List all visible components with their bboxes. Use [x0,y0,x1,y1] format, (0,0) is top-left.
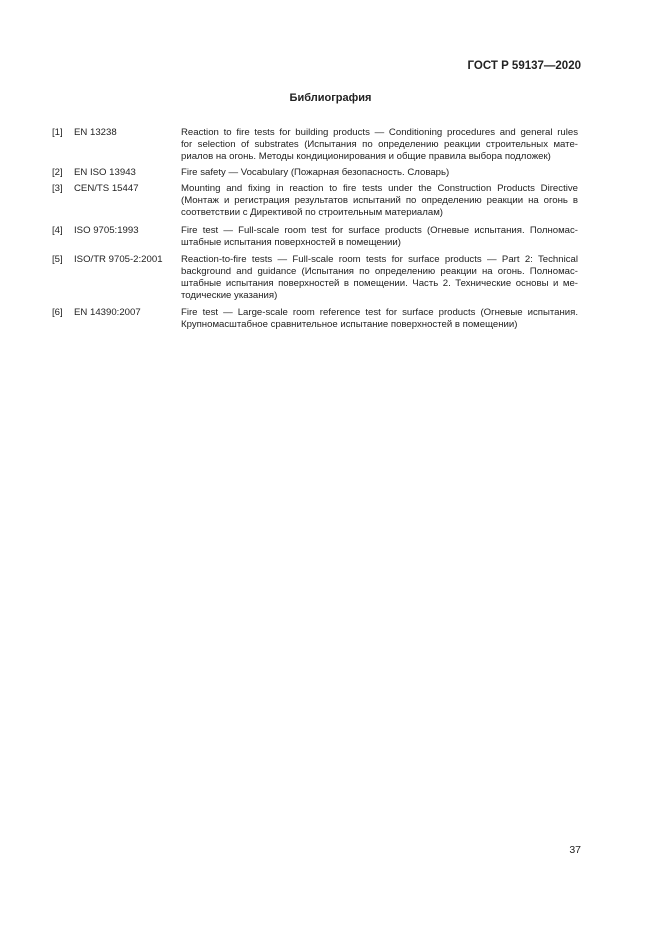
entry-text-line: Fire test — Full-scale room test for surface products (Огневые испытания. Полномас- [181,225,578,236]
page-number: 37 [569,844,581,856]
entry-text [181,183,578,219]
entry-number: [3] [52,183,63,194]
entry-text [181,127,578,163]
entry-text-line: тодические указания) [181,290,278,301]
bibliography-title: Библиография [289,92,372,104]
entry-text-line: Fire safety — Vocabulary (Пожарная безопасность. Словарь) [181,167,450,178]
entry-code: ISO 9705:1993 [74,225,139,236]
entry-number: [2] [52,167,63,178]
entry-number: [5] [52,254,63,265]
entry-number: [1] [52,127,63,138]
entry-text [181,307,578,331]
entry-text-line: for selection of substrates (Испытания по определению реакции строительных мате- [181,139,578,150]
entry-text [181,225,578,249]
entry-number: [6] [52,307,63,318]
entry-text-line: соответствии с Директивой по строительным материалам) [181,207,443,218]
entry-text-line: Крупномасштабное сравнительное испытание поверхностей в помещении) [181,319,518,330]
entry-number: [4] [52,225,63,236]
entry-text [181,167,578,179]
entry-text-line: background and guidance (Испытания по определению реакции на огонь. Полномас- [181,266,578,277]
entry-text-line: Mounting and fixing in reaction to fire tests under the Construction Products Directive [181,183,578,194]
entry-code: EN 14390:2007 [74,307,141,318]
entry-text-line: Reaction to fire tests for building products — Conditioning procedures and general rules [181,127,578,138]
entry-text-line: штабные испытания поверхностей в помещении) [181,237,401,248]
entry-text-line: штабные испытания поверхностей в помещении. Часть 2. Технические основы и ме- [181,278,578,289]
entry-code: ISO/TR 9705-2:2001 [74,254,163,265]
entry-code: EN 13238 [74,127,117,138]
entry-text-line: Fire test — Large-scale room reference test for surface products (Огневые испытания. [181,307,578,318]
entry-text-line: Reaction-to-fire tests — Full-scale room tests for surface products — Part 2: Technical [181,254,578,265]
standard-header: ГОСТ Р 59137—2020 [467,60,581,72]
entry-code: CEN/TS 15447 [74,183,139,194]
entry-text-line: риалов на огонь. Методы кондиционирования и общие правила выбора подложек) [181,151,551,162]
entry-text [181,254,578,302]
entry-text-line: (Монтаж и регистрация результатов испытаний по определению реакции на огонь в [181,195,578,206]
entry-code: EN ISO 13943 [74,167,136,178]
